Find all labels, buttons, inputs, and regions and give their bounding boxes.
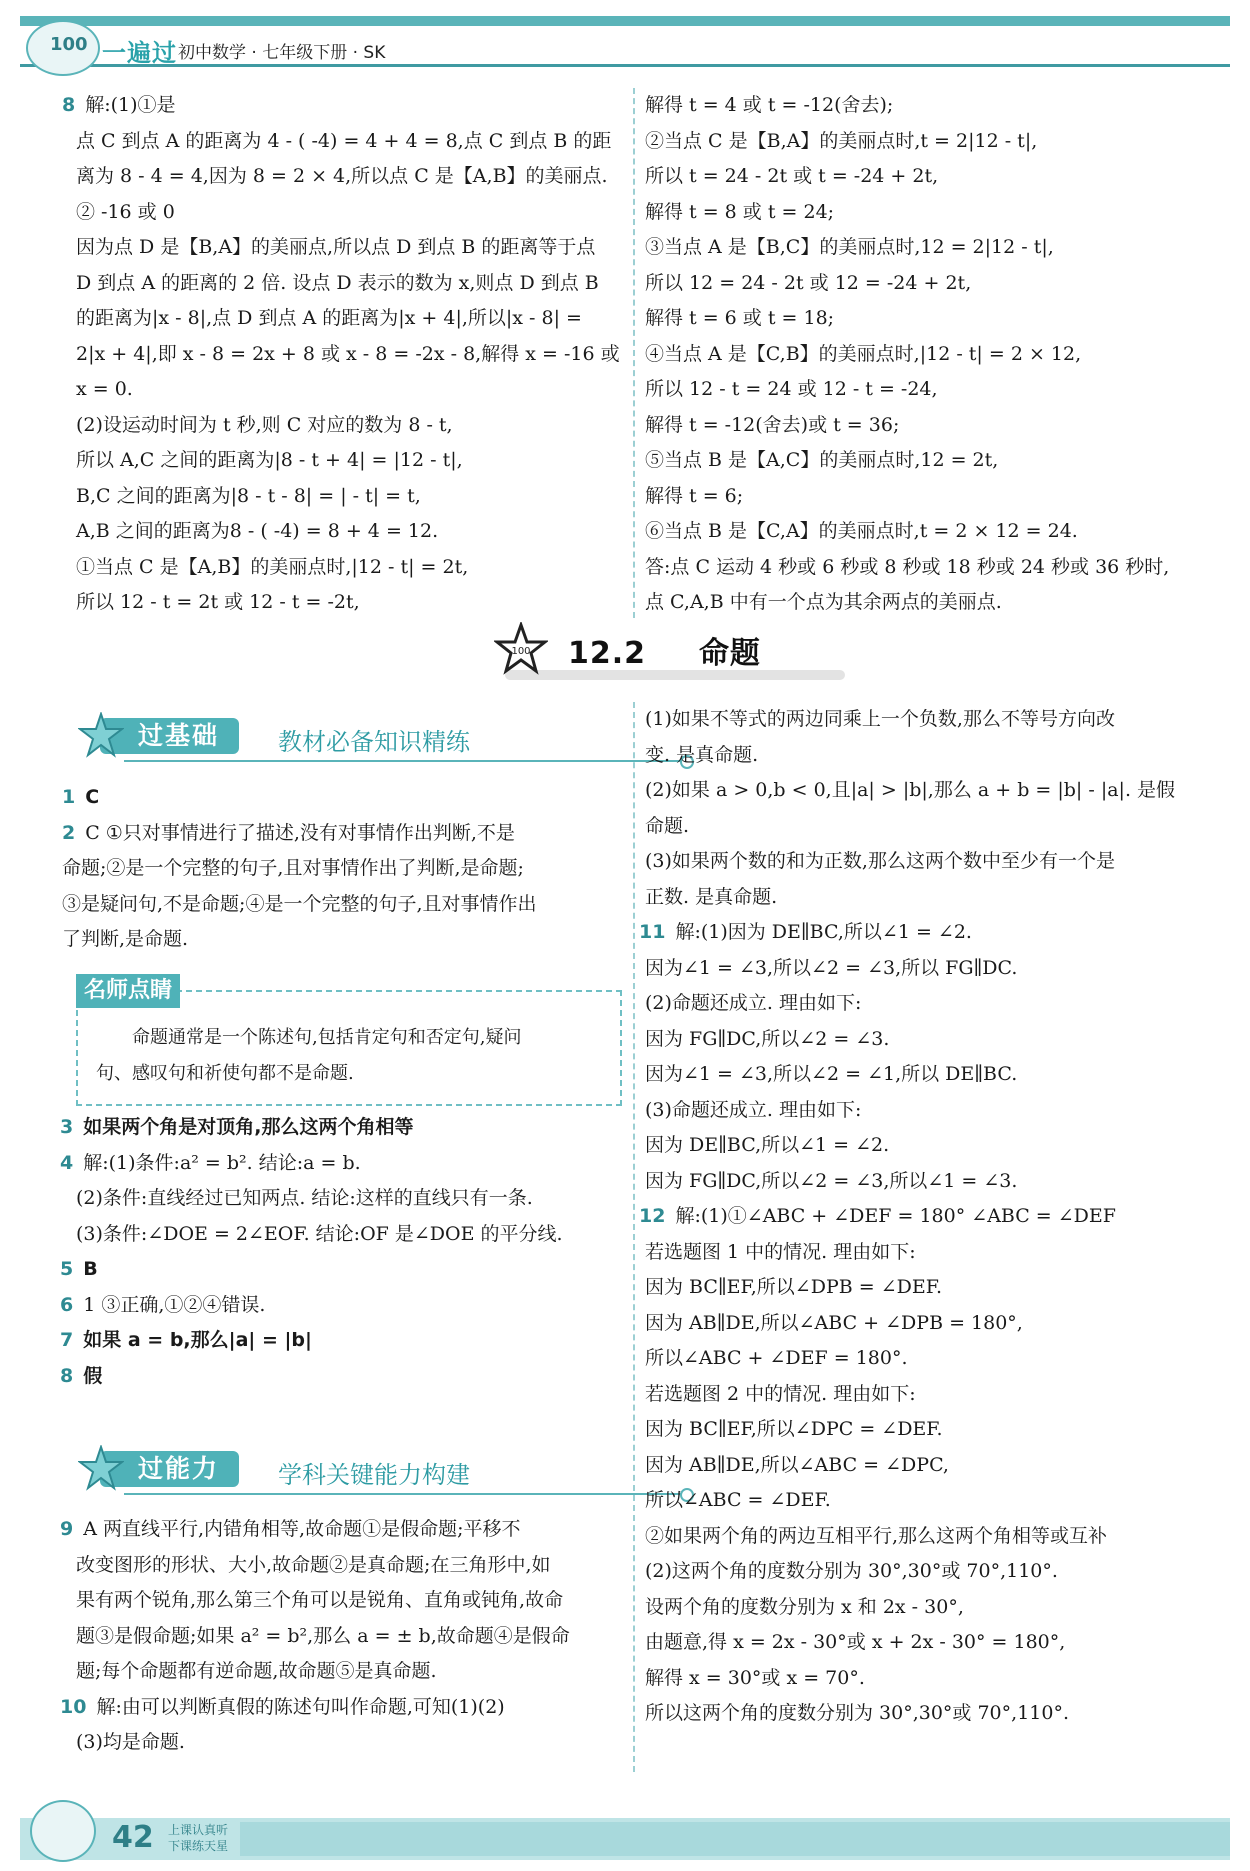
header-band: [20, 16, 1230, 26]
tip-text: [96, 1020, 606, 1092]
line-text: 若选题图 1 中的情况. 理由如下:: [645, 1240, 916, 1263]
line-text: 解得 t = 6;: [645, 484, 744, 507]
text-line: [645, 1483, 1205, 1519]
line-text: ②如果两个角的两边互相平行,那么这两个角相等或互补: [645, 1524, 1108, 1547]
text-line: [645, 986, 1205, 1022]
text-line: [645, 844, 1205, 880]
answers-1-2: [62, 780, 632, 958]
line-text: 所以 12 - t = 2t 或 12 - t = -2t,: [76, 591, 360, 613]
text-line: [76, 550, 636, 586]
line-text: 题;每个命题都有逆命题,故命题⑤是真命题.: [76, 1660, 437, 1682]
section-number: 12.2: [568, 636, 647, 671]
star-mascot-icon: [78, 712, 124, 758]
answers-3-8: [60, 1110, 632, 1394]
text-line: [60, 1252, 632, 1288]
text-line: [60, 1181, 632, 1217]
text-line: [60, 1690, 632, 1726]
banner-subtitle: 学科关键能力构建: [278, 1461, 470, 1489]
text-line: [60, 1323, 632, 1359]
question-number: 11: [639, 921, 666, 943]
text-line: [62, 851, 632, 887]
text-line: [62, 88, 636, 124]
line-text: B: [83, 1258, 98, 1280]
banner-underline: [124, 1493, 684, 1495]
line-text: ③是疑问句,不是命题;④是一个完整的句子,且对事情作出: [62, 892, 537, 915]
text-line: [96, 1056, 606, 1092]
text-line: [76, 337, 636, 373]
text-line: [76, 372, 636, 408]
line-text: (2)命题还成立. 理由如下:: [645, 992, 862, 1014]
text-line: [645, 408, 1205, 444]
line-text: (2)条件:直线经过已知两点. 结论:这样的直线只有一条.: [76, 1187, 533, 1209]
line-text: (2)这两个角的度数分别为 30°,30°或 70°,110°.: [645, 1560, 1058, 1582]
line-text: 所以这两个角的度数分别为 30°,30°或 70°,110°.: [645, 1702, 1069, 1724]
line-text: D 到点 A 的距离的 2 倍. 设点 D 表示的数为 x,则点 D 到点 B: [76, 271, 599, 294]
line-text: (3)条件:∠DOE = 2∠EOF. 结论:OF 是∠DOE 的平分线.: [76, 1222, 563, 1245]
top-right-column: [645, 88, 1205, 621]
question-number: 3: [60, 1116, 74, 1138]
question-number: 9: [60, 1518, 74, 1540]
banner-underline: [124, 760, 684, 762]
text-line: [645, 337, 1205, 373]
text-line: [645, 443, 1205, 479]
banner-ability: [70, 1445, 710, 1495]
line-text: ①当点 C 是【A,B】的美丽点时,|12 - t| = 2t,: [76, 555, 469, 578]
bottom-left-column: [62, 780, 632, 958]
question-number: 8: [60, 1364, 74, 1387]
text-line: [76, 124, 636, 160]
line-text: 2|x + 4|,即 x - 8 = 2x + 8 或 x - 8 = -2x - 8,解得 x = -16 或: [76, 342, 620, 365]
column-divider: [633, 702, 635, 1772]
text-line: [645, 880, 1205, 916]
line-text: (2)设运动时间为 t 秒,则 C 对应的数为 8 - t,: [76, 413, 453, 436]
question-number: 10: [60, 1695, 87, 1718]
text-line: [645, 1128, 1205, 1164]
line-text: 解:(1)条件:a² = b². 结论:a = b.: [83, 1151, 361, 1174]
text-line: [645, 550, 1205, 586]
line-text: C ①只对事情进行了描述,没有对事情作出判断,不是: [85, 821, 515, 844]
text-line: [645, 809, 1205, 845]
line-text: ② -16 或 0: [76, 200, 175, 223]
text-line: [62, 816, 632, 852]
line-text: 若选题图 2 中的情况. 理由如下:: [645, 1382, 916, 1405]
line-text: 由题意,得 x = 2x - 30°或 x + 2x - 30° = 180°,: [645, 1631, 1066, 1653]
top-left-column: [62, 88, 636, 621]
line-text: ⑥当点 B 是【C,A】的美丽点时,t = 2 × 12 = 24.: [645, 520, 1078, 542]
page-number: 42: [112, 1820, 154, 1855]
question-number: 1: [62, 786, 76, 808]
text-line: [645, 1590, 1205, 1626]
text-line: [645, 702, 1205, 738]
page-footer: [20, 1818, 1230, 1860]
text-line: [645, 479, 1205, 515]
text-line: [645, 1093, 1205, 1129]
text-line: [645, 1341, 1205, 1377]
line-text: (3)均是命题.: [76, 1731, 185, 1753]
line-text: 1 ③正确,①②④错误.: [83, 1293, 266, 1316]
tip-label: 名师点睛: [76, 974, 180, 1008]
text-line: [645, 514, 1205, 550]
line-text: 因为∠1 = ∠3,所以∠2 = ∠3,所以 FG∥DC.: [645, 956, 1018, 979]
tip-box: [76, 978, 622, 1106]
line-text: 因为∠1 = ∠3,所以∠2 = ∠1,所以 DE∥BC.: [645, 1063, 1018, 1085]
line-text: 正数. 是真命题.: [645, 885, 778, 908]
line-text: 解得 t = 8 或 t = 24;: [645, 200, 835, 223]
line-text: 句、感叹句和祈使句都不是命题.: [96, 1063, 354, 1084]
text-line: [62, 887, 632, 923]
line-text: 答:点 C 运动 4 秒或 6 秒或 8 秒或 18 秒或 24 秒或 36 秒时,: [645, 555, 1170, 578]
text-line: [645, 1519, 1205, 1555]
banner-label: 过能力: [100, 1451, 239, 1487]
line-text: 因为 AB∥DE,所以∠ABC = ∠DPC,: [645, 1453, 949, 1476]
line-text: 因为 BC∥EF,所以∠DPB = ∠DEF.: [645, 1276, 942, 1298]
line-text: ⑤当点 B 是【A,C】的美丽点时,12 = 2t,: [645, 449, 999, 471]
brand-logo-text: 一遍过: [102, 39, 177, 67]
text-line: [60, 1288, 632, 1324]
line-text: (1)如果不等式的两边同乘上一个负数,那么不等号方向改: [645, 708, 1115, 730]
line-text: (3)如果两个数的和为正数,那么这两个数中至少有一个是: [645, 850, 1115, 872]
text-line: [60, 1146, 632, 1182]
text-line: [645, 266, 1205, 302]
bottom-right-column: [639, 702, 1205, 1732]
text-line: [76, 514, 636, 550]
line-text: 解:(1)①是: [85, 94, 176, 116]
line-text: 所以 12 = 24 - 2t 或 12 = -24 + 2t,: [645, 271, 972, 294]
text-line: [76, 301, 636, 337]
line-text: 所以 t = 24 - 2t 或 t = -24 + 2t,: [645, 165, 939, 187]
line-text: 的距离为|x - 8|,点 D 到点 A 的距离为|x + 4|,所以|x - 8| =: [76, 307, 582, 329]
line-text: 改变图形的形状、大小,故命题②是真命题;在三角形中,如: [76, 1553, 551, 1576]
line-text: C: [85, 786, 100, 808]
line-text: A 两直线平行,内错角相等,故命题①是假命题;平移不: [83, 1518, 521, 1540]
section-name: 命题: [698, 636, 761, 671]
line-text: 命题;②是一个完整的句子,且对事情作出了判断,是命题;: [62, 857, 524, 879]
svg-text:100: 100: [511, 646, 531, 657]
line-text: 因为 AB∥DE,所以∠ABC + ∠DPB = 180°,: [645, 1311, 1023, 1334]
mascot-icon: [30, 1800, 96, 1862]
line-text: 点 C 到点 A 的距离为 4 - ( -4) = 4 + 4 = 8,点 C 到点 B 的距: [76, 129, 612, 152]
text-line: [645, 301, 1205, 337]
text-line: [76, 266, 636, 302]
text-line: [645, 1412, 1205, 1448]
line-text: 离为 8 - 4 = 4,因为 8 = 2 × 4,所以点 C 是【A,B】的美丽点.: [76, 165, 608, 187]
text-line: [645, 951, 1205, 987]
text-line: [60, 1654, 632, 1690]
text-line: [639, 915, 1205, 951]
line-text: x = 0.: [76, 378, 133, 400]
text-line: [76, 408, 636, 444]
text-line: [60, 1583, 632, 1619]
line-text: 因为 FG∥DC,所以∠2 = ∠3.: [645, 1027, 890, 1050]
line-text: A,B 之间的距离为8 - ( -4) = 8 + 4 = 12.: [76, 520, 439, 542]
text-line: [60, 1110, 632, 1146]
line-text: 假: [83, 1364, 103, 1387]
line-text: 了判断,是命题.: [62, 928, 189, 950]
star-icon: [494, 622, 548, 676]
line-text: 设两个角的度数分别为 x 和 2x - 30°,: [645, 1595, 964, 1618]
question-number: 6: [60, 1293, 74, 1316]
line-text: 所以∠ABC + ∠DEF = 180°.: [645, 1347, 908, 1369]
footer-motto: [168, 1822, 228, 1854]
text-line: [76, 159, 636, 195]
text-line: [645, 1554, 1205, 1590]
text-line: [645, 1270, 1205, 1306]
text-line: [60, 1619, 632, 1655]
text-line: [60, 1548, 632, 1584]
text-line: [62, 922, 632, 958]
text-line: [639, 1199, 1205, 1235]
column-divider: [633, 88, 635, 618]
star-mascot-icon: [78, 1445, 124, 1491]
text-line: [645, 1235, 1205, 1271]
line-text: 果有两个锐角,那么第三个角可以是锐角、直角或钝角,故命: [76, 1589, 564, 1611]
line-text: 解得 t = -12(舍去)或 t = 36;: [645, 413, 900, 436]
text-line: [645, 372, 1205, 408]
motto-line: 上课认真听: [168, 1823, 229, 1837]
line-text: (3)命题还成立. 理由如下:: [645, 1098, 862, 1121]
header-rule: [20, 64, 1230, 67]
text-line: [60, 1359, 632, 1395]
mascot-icon: 100: [26, 20, 100, 76]
line-text: (2)如果 a > 0,b < 0,且|a| > |b|,那么 a + b = |b| - |a|. 是假: [645, 779, 1176, 801]
text-line: [645, 124, 1205, 160]
text-line: [76, 479, 636, 515]
text-line: [60, 1217, 632, 1253]
line-text: 所以∠ABC = ∠DEF.: [645, 1489, 831, 1511]
banner-basic: [70, 712, 710, 762]
line-text: ③当点 A 是【B,C】的美丽点时,12 = 2|12 - t|,: [645, 236, 1054, 258]
text-line: [645, 585, 1205, 621]
text-line: [60, 1725, 632, 1761]
question-number: 7: [60, 1329, 74, 1351]
text-line: [76, 585, 636, 621]
text-line: [96, 1020, 606, 1056]
text-line: [645, 1696, 1205, 1732]
banner-label: 过基础: [100, 718, 239, 754]
page-header: [20, 16, 1230, 66]
line-text: 因为点 D 是【B,A】的美丽点,所以点 D 到点 B 的距离等于点: [76, 236, 596, 258]
text-line: [645, 1625, 1205, 1661]
text-line: [645, 88, 1205, 124]
text-line: [645, 738, 1205, 774]
line-text: 变. 是真命题.: [645, 743, 759, 766]
text-line: [60, 1512, 632, 1548]
line-text: 如果两个角是对顶角,那么这两个角相等: [83, 1116, 414, 1138]
text-line: [645, 1164, 1205, 1200]
line-text: 题③是假命题;如果 a² = b²,那么 a = ± b,故命题④是假命: [76, 1624, 570, 1647]
book-info: 初中数学 · 七年级下册 · SK: [178, 43, 386, 63]
text-line: [76, 443, 636, 479]
line-text: 解得 t = 4 或 t = -12(舍去);: [645, 94, 894, 116]
question-number: 4: [60, 1151, 74, 1174]
line-text: 如果 a = b,那么|a| = |b|: [83, 1329, 312, 1351]
question-number: 12: [639, 1205, 666, 1227]
line-text: 解得 t = 6 或 t = 18;: [645, 307, 835, 329]
line-text: 所以 A,C 之间的距离为|8 - t + 4| = |12 - t|,: [76, 449, 463, 471]
line-text: 解:(1)①∠ABC + ∠DEF = 180° ∠ABC = ∠DEF: [675, 1205, 1116, 1227]
text-line: [645, 159, 1205, 195]
text-line: [645, 1448, 1205, 1484]
line-text: 命题通常是一个陈述句,包括肯定句和否定句,疑问: [132, 1027, 522, 1048]
line-text: 点 C,A,B 中有一个点为其余两点的美丽点.: [645, 591, 1002, 613]
motto-line: 下课练天星: [168, 1839, 229, 1853]
footer-band: [240, 1822, 1230, 1856]
answers-9-10: [60, 1512, 632, 1761]
line-text: 因为 FG∥DC,所以∠2 = ∠3,所以∠1 = ∠3.: [645, 1169, 1018, 1192]
line-text: 所以 12 - t = 24 或 12 - t = -24,: [645, 378, 938, 400]
question-number: 5: [60, 1258, 74, 1280]
text-line: [645, 773, 1205, 809]
text-line: [76, 195, 636, 231]
section-heading: [568, 628, 761, 672]
text-line: [645, 230, 1205, 266]
line-text: 解得 x = 30°或 x = 70°.: [645, 1666, 865, 1689]
text-line: [645, 1377, 1205, 1413]
section-title: [470, 620, 810, 680]
line-text: ②当点 C 是【B,A】的美丽点时,t = 2|12 - t|,: [645, 129, 1038, 152]
line-text: 因为 BC∥EF,所以∠DPC = ∠DEF.: [645, 1418, 943, 1440]
line-text: 因为 DE∥BC,所以∠1 = ∠2.: [645, 1134, 890, 1156]
text-line: [645, 1661, 1205, 1697]
line-text: 解:(1)因为 DE∥BC,所以∠1 = ∠2.: [675, 921, 972, 943]
text-line: [645, 195, 1205, 231]
text-line: [62, 780, 632, 816]
line-text: ④当点 A 是【C,B】的美丽点时,|12 - t| = 2 × 12,: [645, 342, 1082, 365]
line-text: B,C 之间的距离为|8 - t - 8| = | - t| = t,: [76, 484, 421, 507]
text-line: [645, 1057, 1205, 1093]
text-line: [645, 1022, 1205, 1058]
text-line: [645, 1306, 1205, 1342]
banner-subtitle: 教材必备知识精练: [278, 728, 470, 756]
line-text: 命题.: [645, 814, 690, 837]
question-number: 8: [62, 94, 76, 116]
line-text: 解:由可以判断真假的陈述句叫作命题,可知(1)(2): [96, 1695, 505, 1718]
text-line: [76, 230, 636, 266]
question-number: 2: [62, 821, 76, 844]
